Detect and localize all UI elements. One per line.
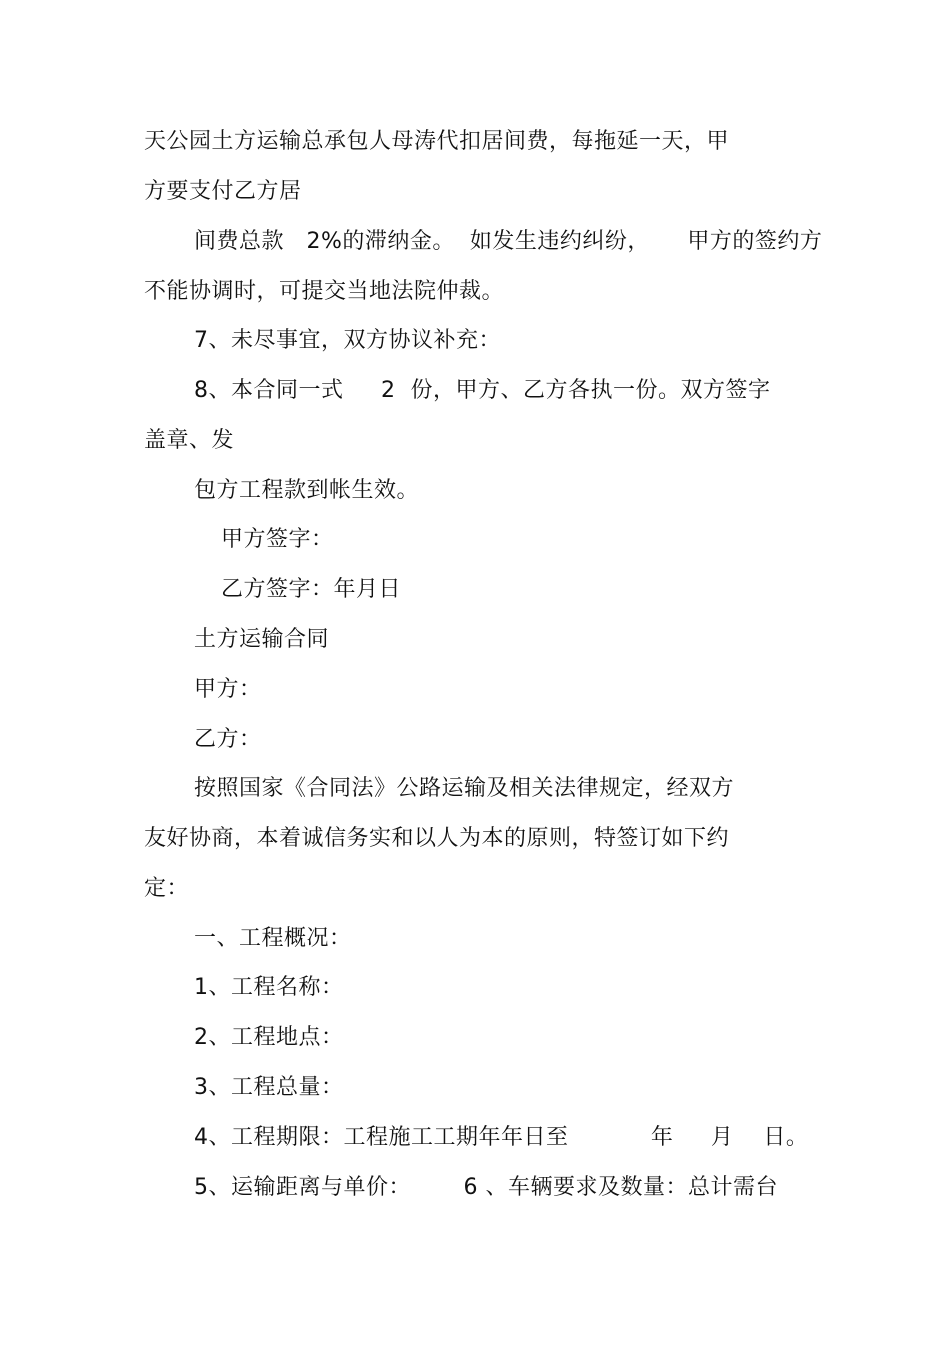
party-a-label: 甲方：	[194, 677, 262, 702]
project-name-item: 1、工程名称：	[194, 975, 344, 1000]
text-line: 方要支付乙方居	[144, 179, 302, 204]
contract-title: 土方运输合同	[194, 627, 330, 652]
clause-8: 8、本合同一式 2 份，甲方、乙方各执一份。双方签字	[194, 378, 771, 403]
text-line: 天公园土方运输总承包人母涛代扣居间费，每拖延一天，甲	[144, 129, 730, 154]
section-heading: 一、工程概况：	[194, 926, 352, 951]
project-location-item: 2、工程地点：	[194, 1025, 344, 1050]
preamble-line: 按照国家《合同法》公路运输及相关法律规定，经双方	[194, 776, 735, 801]
clause-7: 7、未尽事宜，双方协议补充：	[194, 328, 501, 353]
text-line: 盖章、发	[144, 428, 235, 453]
preamble-line: 友好协商，本着诚信务实和以人为本的原则，特签订如下约	[144, 826, 730, 851]
preamble-line: 定：	[144, 876, 190, 901]
party-a-signature-label: 甲方签字：	[221, 527, 334, 552]
party-b-label: 乙方：	[194, 727, 262, 752]
project-volume-item: 3、工程总量：	[194, 1075, 344, 1100]
text-line: 包方工程款到帐生效。	[194, 478, 420, 503]
project-duration-item: 4、工程期限：工程施工工期年年日至 年 月 日。	[194, 1125, 809, 1150]
text-line: 间费总款 2%的滞纳金。 如发生违约纠纷， 甲方的签约方	[194, 229, 823, 254]
text-line: 不能协调时，可提交当地法院仲裁。	[144, 279, 505, 304]
party-b-signature-label: 乙方签字：年月日	[221, 577, 402, 602]
distance-and-vehicles-item: 5、运输距离与单价： 6 、车辆要求及数量：总计需台	[194, 1175, 778, 1200]
